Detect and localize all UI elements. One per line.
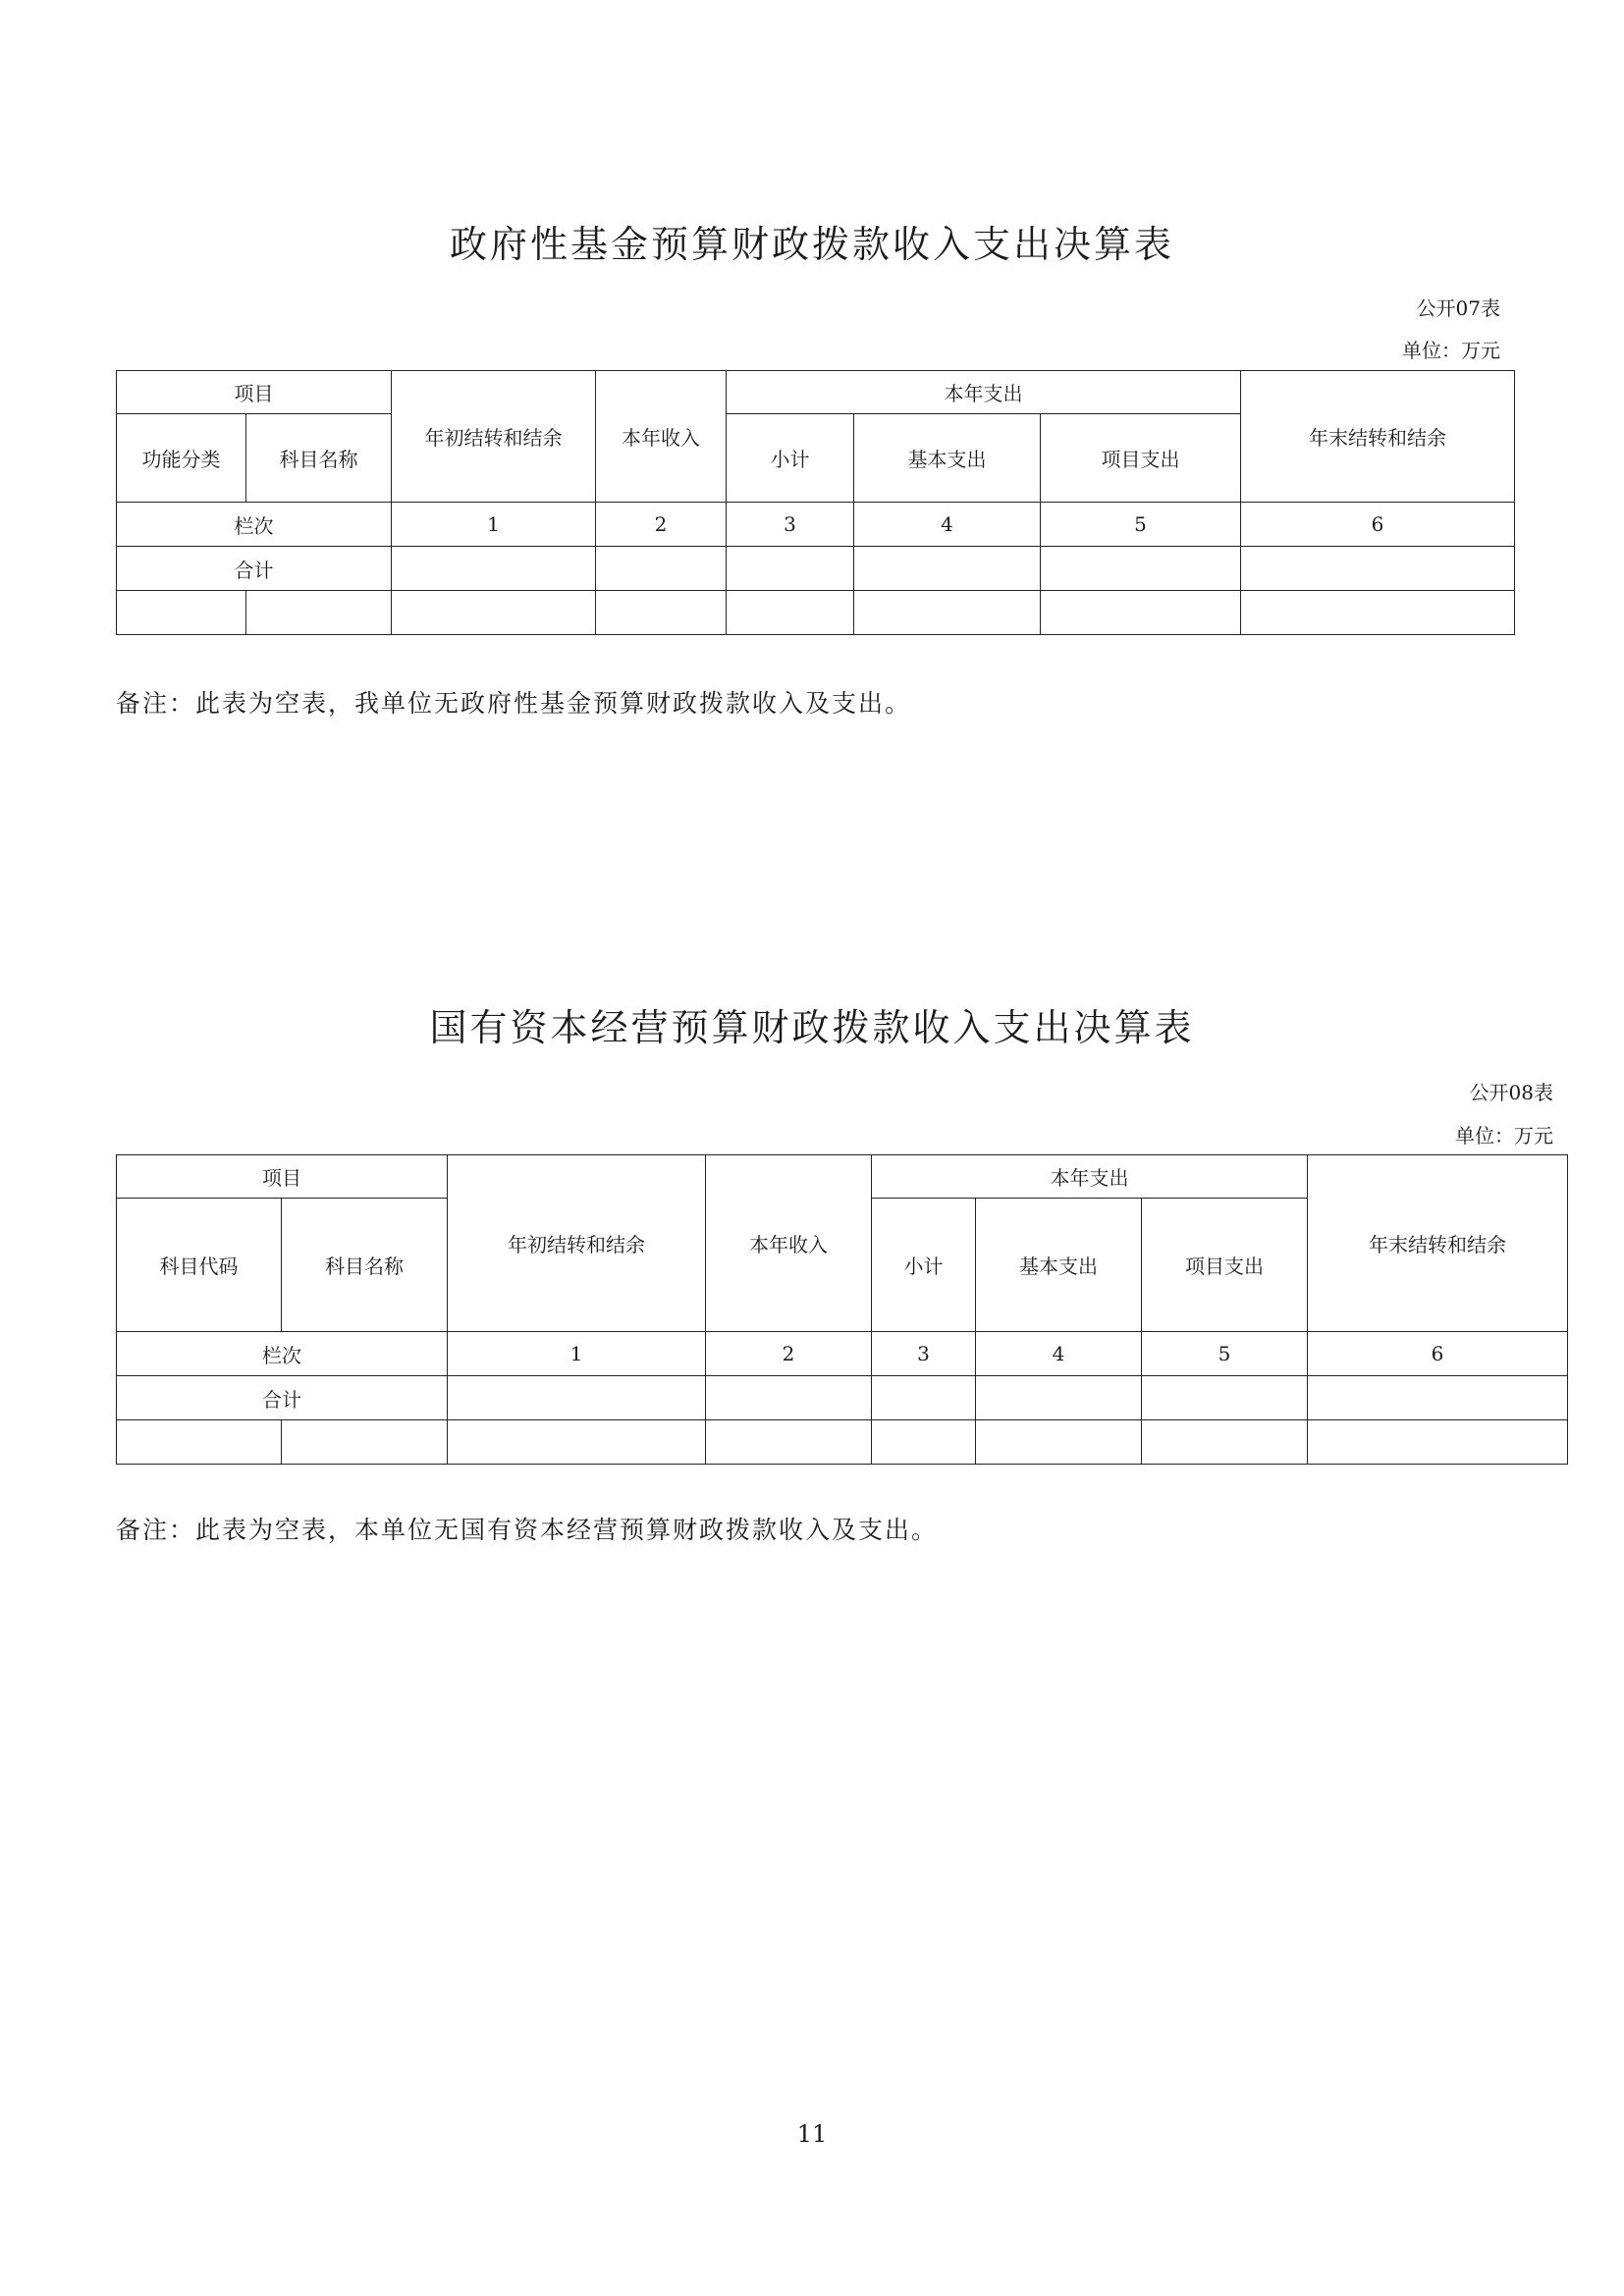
empty-cell	[1308, 1376, 1568, 1420]
header-subject-name: 科目名称	[246, 414, 392, 503]
header-income: 本年收入	[706, 1155, 872, 1332]
empty-cell	[392, 591, 596, 635]
index-cell: 5	[1142, 1332, 1308, 1376]
total-label: 合计	[117, 547, 392, 591]
table08-unit: 单位：万元	[1455, 1124, 1553, 1148]
empty-cell	[727, 547, 854, 591]
empty-cell	[1241, 547, 1515, 591]
index-cell: 5	[1041, 503, 1241, 547]
header-item: 项目	[117, 1155, 448, 1199]
header-project: 项目支出	[1041, 414, 1241, 503]
index-cell: 6	[1308, 1332, 1568, 1376]
table07	[116, 370, 1515, 635]
empty-cell	[872, 1420, 976, 1465]
header-end-balance: 年末结转和结余	[1241, 371, 1515, 503]
header-begin-balance: 年初结转和结余	[448, 1155, 706, 1332]
header-basic: 基本支出	[854, 414, 1041, 503]
index-cell: 1	[448, 1332, 706, 1376]
empty-cell	[282, 1420, 448, 1465]
empty-cell	[448, 1376, 706, 1420]
empty-cell	[854, 547, 1041, 591]
table07-unit: 单位：万元	[1402, 339, 1500, 362]
header-subtotal: 小计	[872, 1199, 976, 1332]
table08-note: 备注：此表为空表，本单位无国有资本经营预算财政拨款收入及支出。	[116, 1516, 939, 1544]
table-row-empty	[117, 591, 1515, 635]
table07-title: 政府性基金预算财政拨款收入支出决算表	[449, 223, 1174, 266]
empty-cell	[448, 1420, 706, 1465]
table07-code: 公开07表	[1416, 296, 1500, 320]
empty-cell	[117, 591, 246, 635]
index-cell: 3	[872, 1332, 976, 1376]
empty-cell	[1142, 1376, 1308, 1420]
table08	[116, 1154, 1568, 1465]
empty-cell	[872, 1376, 976, 1420]
header-project: 项目支出	[1142, 1199, 1308, 1332]
index-cell: 1	[392, 503, 596, 547]
empty-cell	[1241, 591, 1515, 635]
index-cell: 3	[727, 503, 854, 547]
index-cell: 4	[854, 503, 1041, 547]
header-end-balance: 年末结转和结余	[1308, 1155, 1568, 1332]
header-income: 本年收入	[596, 371, 727, 503]
empty-cell	[854, 591, 1041, 635]
empty-cell	[596, 591, 727, 635]
empty-cell	[976, 1376, 1142, 1420]
header-item: 项目	[117, 371, 392, 414]
empty-cell	[706, 1420, 872, 1465]
table07-note: 备注：此表为空表，我单位无政府性基金预算财政拨款收入及支出。	[116, 689, 912, 718]
index-cell: 4	[976, 1332, 1142, 1376]
empty-cell	[117, 1420, 282, 1465]
empty-cell	[1142, 1420, 1308, 1465]
empty-cell	[596, 547, 727, 591]
row-index-label: 栏次	[117, 503, 392, 547]
empty-cell	[1041, 591, 1241, 635]
table-row-total	[117, 547, 1515, 591]
index-cell: 6	[1241, 503, 1515, 547]
header-begin-balance: 年初结转和结余	[392, 371, 596, 503]
header-expense: 本年支出	[727, 371, 1241, 414]
page-number: 11	[796, 2120, 828, 2148]
row-index-label: 栏次	[117, 1332, 448, 1376]
empty-cell	[706, 1376, 872, 1420]
header-subject-code: 科目代码	[117, 1199, 282, 1332]
header-basic: 基本支出	[976, 1199, 1142, 1332]
index-cell: 2	[706, 1332, 872, 1376]
empty-cell	[727, 591, 854, 635]
table-row-empty	[117, 1420, 1568, 1465]
index-cell: 2	[596, 503, 727, 547]
empty-cell	[1308, 1420, 1568, 1465]
table08-code: 公开08表	[1469, 1081, 1553, 1104]
table-row-index	[117, 1332, 1568, 1376]
table08-title: 国有资本经营预算财政拨款收入支出决算表	[429, 1006, 1195, 1049]
header-expense: 本年支出	[872, 1155, 1308, 1199]
empty-cell	[1041, 547, 1241, 591]
empty-cell	[392, 547, 596, 591]
empty-cell	[976, 1420, 1142, 1465]
table-row-index	[117, 503, 1515, 547]
header-subtotal: 小计	[727, 414, 854, 503]
table-row-total	[117, 1376, 1568, 1420]
header-function-class: 功能分类	[117, 414, 246, 503]
total-label: 合计	[117, 1376, 448, 1420]
empty-cell	[246, 591, 392, 635]
header-subject-name: 科目名称	[282, 1199, 448, 1332]
